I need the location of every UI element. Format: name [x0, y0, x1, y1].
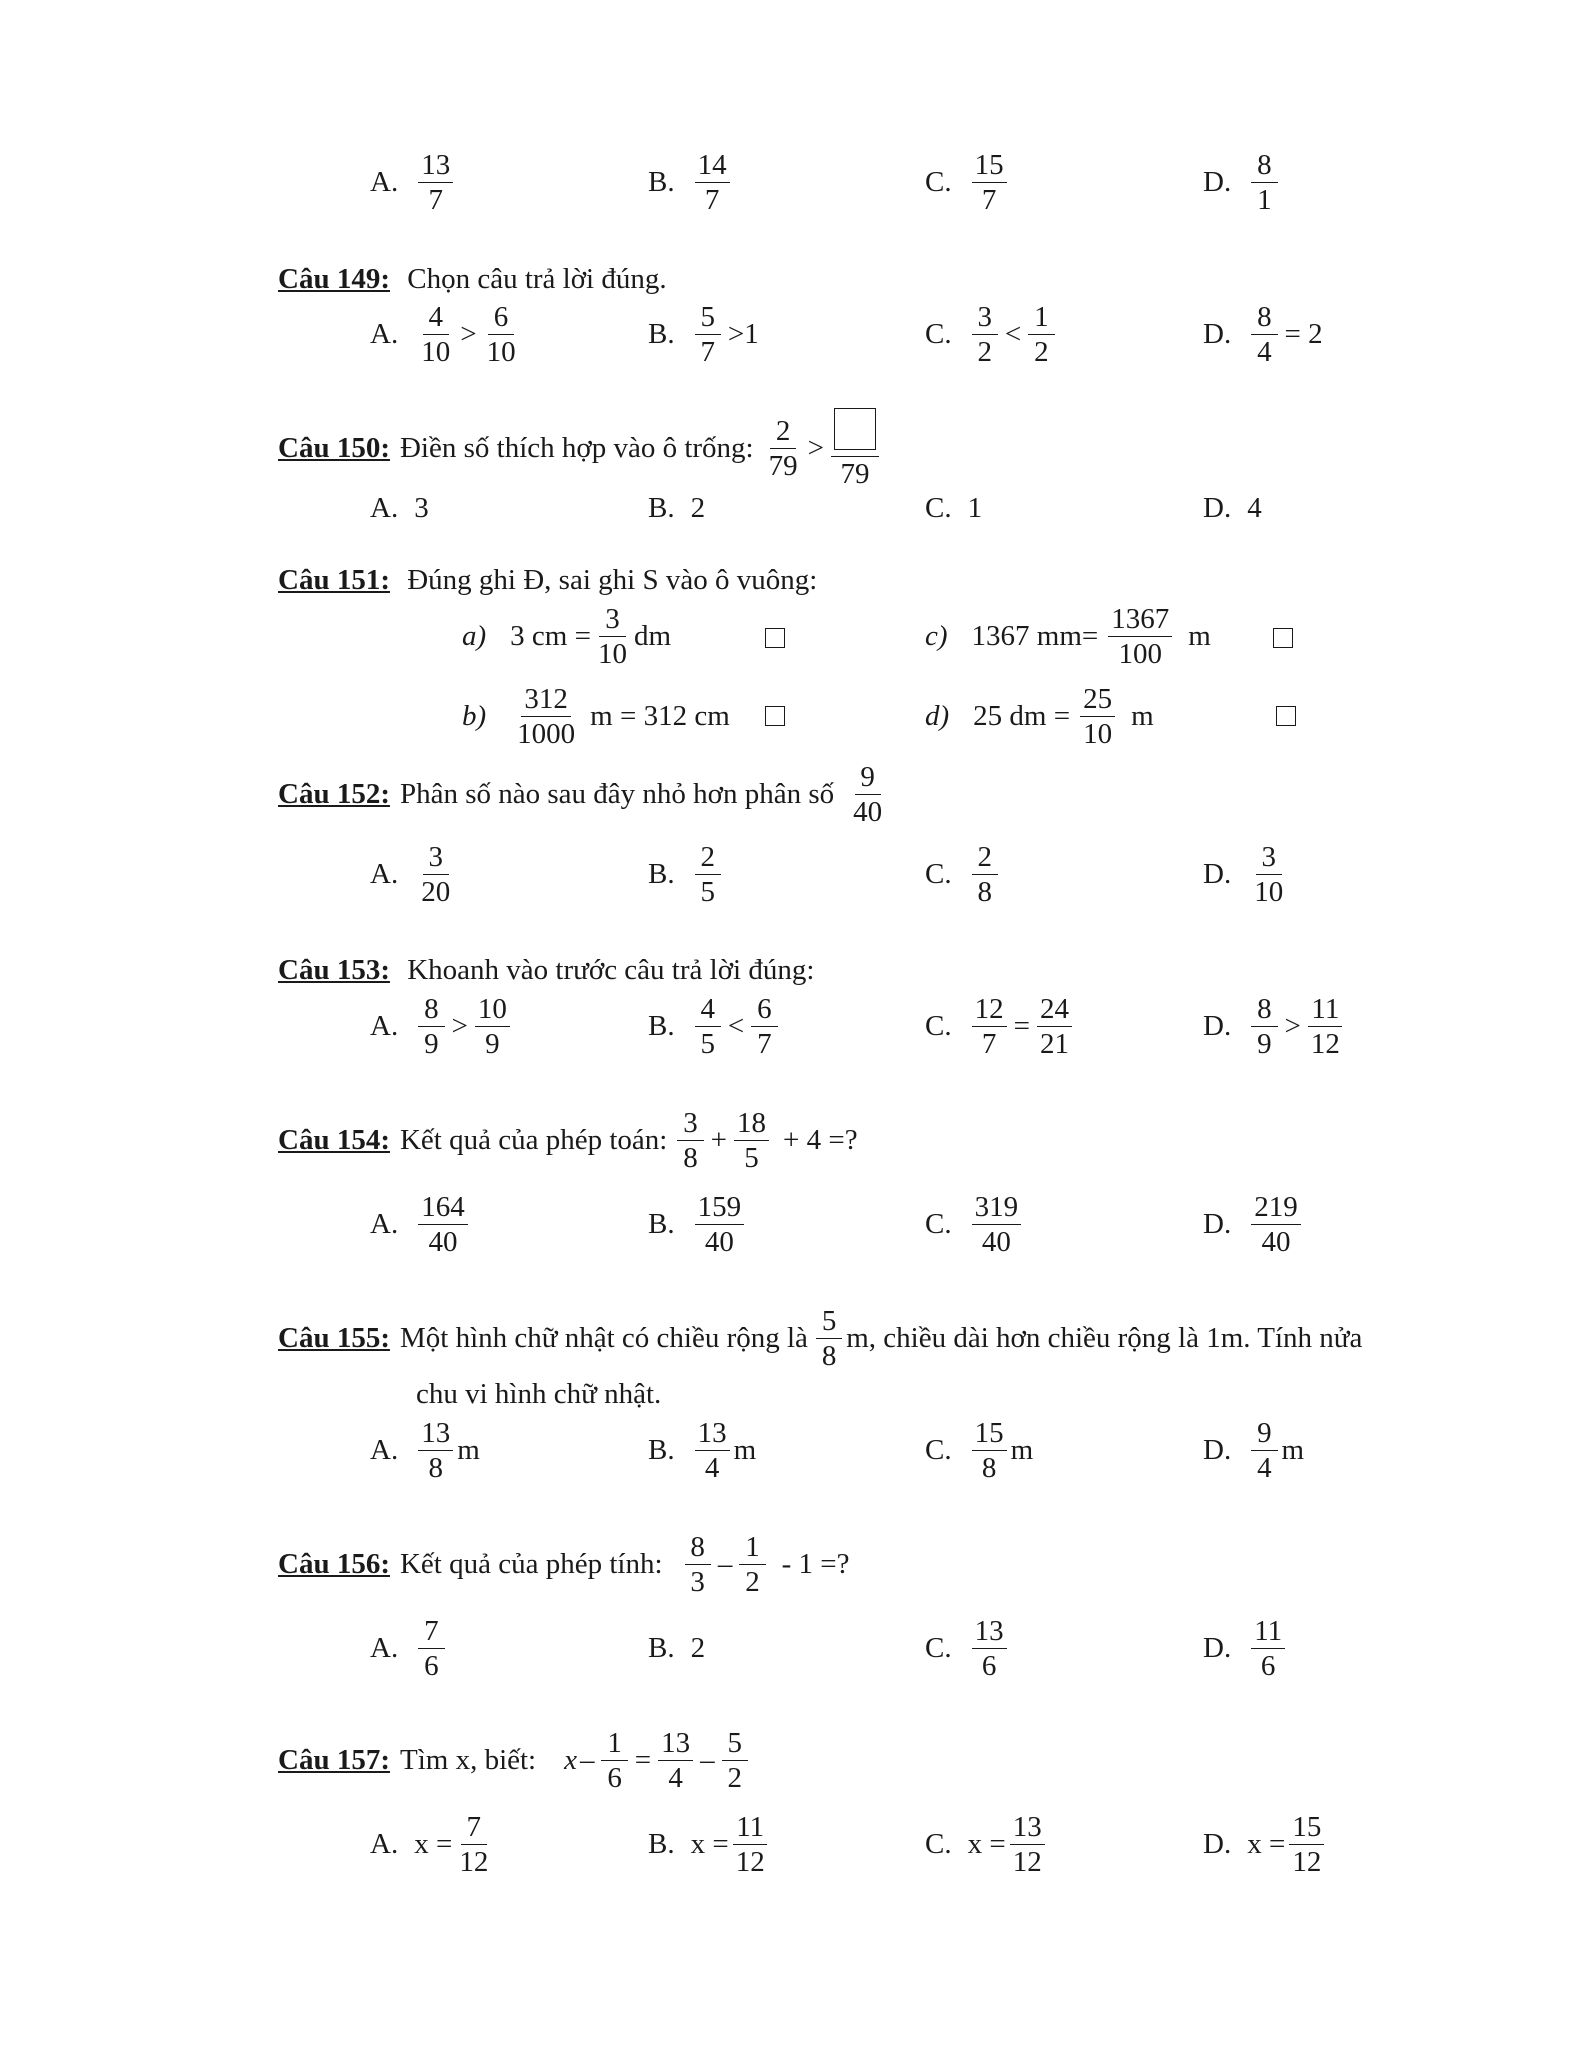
item-unit: dm	[633, 620, 672, 653]
fraction: $\frac{13}{8}$	[418, 1418, 453, 1484]
option-letter: B.	[648, 1828, 675, 1861]
operator: >1	[727, 318, 759, 351]
option-letter: D.	[1203, 1434, 1232, 1467]
fraction: $\frac{8}{9}$	[418, 994, 444, 1060]
option-letter: A.	[370, 1434, 399, 1467]
q157-option-c[interactable]	[925, 1812, 1049, 1878]
question-label: Câu 157:	[278, 1744, 390, 1777]
option-letter: D.	[1203, 1010, 1232, 1043]
item-text: 3 cm =	[510, 620, 591, 653]
question-text: Phân số nào sau đây nhỏ hơn phân số	[399, 778, 835, 811]
fraction: $\frac{8}{1}$	[1251, 150, 1277, 216]
question-text: Chọn câu trả lời đúng.	[407, 263, 667, 295]
q153-stem	[278, 954, 814, 987]
question-text: Kết quả của phép toán:	[399, 1124, 668, 1157]
fraction: $\frac{10}{9}$	[475, 994, 510, 1060]
fraction: $\frac{11}{12}$	[1308, 994, 1343, 1060]
q153-option-b[interactable]	[648, 994, 782, 1060]
operator: –	[717, 1548, 733, 1581]
item-key: b)	[462, 700, 487, 733]
option-letter: B.	[648, 492, 675, 524]
q155-stem-line2	[416, 1378, 661, 1411]
question-label: Câu 153:	[278, 954, 390, 986]
operator: <	[727, 1010, 745, 1043]
question-text: m, chiều dài hơn chiều rộng là 1m. Tính nửa	[846, 1322, 1363, 1355]
fraction: $\frac{3}{10}$	[597, 603, 627, 671]
fraction: $\frac{7}{12}$	[459, 1811, 489, 1879]
option-letter: C.	[925, 1434, 952, 1467]
fraction: $\frac{4}{5}$	[695, 994, 721, 1060]
unit: m	[1010, 1434, 1034, 1467]
fraction: $\frac{5}{2}$	[722, 1728, 748, 1794]
fraction: $\frac{2}{8}$	[972, 842, 998, 908]
fraction: $\frac{164}{40}$	[418, 1192, 468, 1258]
q152-option-b[interactable]	[648, 842, 725, 908]
q155-option-c[interactable]	[925, 1418, 1033, 1484]
q154-stem	[278, 1108, 858, 1174]
q152-option-a[interactable]	[370, 842, 457, 908]
option-letter: A.	[370, 1010, 399, 1043]
option-letter: B.	[648, 858, 675, 891]
option-letter: C.	[925, 1828, 952, 1861]
option-letter: A.	[370, 1632, 399, 1665]
fraction: $\frac{8}{3}$	[685, 1532, 711, 1598]
q157-stem	[278, 1728, 752, 1794]
fraction: $\frac{25}{10}$	[1080, 684, 1115, 750]
option-value: 1	[967, 492, 983, 524]
option-letter: A.	[370, 318, 399, 351]
item-unit: m	[1131, 700, 1154, 733]
fraction: $\frac{13}{4}$	[695, 1418, 730, 1484]
unit: m	[1281, 1434, 1305, 1467]
item-text: m = 312 cm	[590, 700, 730, 733]
checkbox-a[interactable]	[765, 628, 785, 648]
q154-option-b[interactable]	[648, 1192, 748, 1258]
q149-option-c[interactable]	[925, 302, 1059, 368]
fraction: $\frac{5}{7}$	[695, 302, 721, 368]
item-text: 1367 mm=	[971, 620, 1099, 653]
option-value: 4	[1247, 492, 1262, 524]
fraction: $\frac{6}{10}$	[486, 301, 516, 369]
q155-option-a[interactable]	[370, 1418, 480, 1484]
question-text: Một hình chữ nhật có chiều rộng là	[399, 1322, 808, 1355]
answer-blank-box[interactable]	[834, 408, 876, 450]
operator: = 2	[1284, 318, 1323, 351]
option-prefix: x =	[967, 1828, 1006, 1861]
checkbox-d[interactable]	[1276, 706, 1296, 726]
fraction: $\frac{159}{40}$	[695, 1192, 745, 1258]
fraction: $\frac{13}{12}$	[1010, 1812, 1045, 1878]
q156-stem	[278, 1532, 850, 1598]
question-label: Câu 150:	[278, 432, 390, 465]
fraction: $\frac{18}{5}$	[734, 1108, 769, 1174]
q150-option-b[interactable]	[648, 492, 705, 525]
operator: –	[700, 1744, 715, 1777]
question-text: Kết quả của phép tính:	[399, 1548, 663, 1581]
option-letter: C.	[925, 492, 952, 524]
item-key: a)	[462, 620, 487, 653]
fraction: $\frac{9}{4}$	[1251, 1418, 1277, 1484]
option-letter: D.	[1203, 858, 1232, 891]
option-value: 2	[690, 492, 706, 524]
q149-option-d[interactable]	[1203, 302, 1326, 368]
option-letter: C.	[925, 166, 952, 199]
option-value: 3	[414, 492, 429, 524]
q150-option-d[interactable]	[1203, 492, 1262, 525]
q150-option-c[interactable]	[925, 492, 982, 525]
q154-option-c[interactable]	[925, 1192, 1025, 1258]
option-letter: C.	[925, 1010, 952, 1043]
option-letter: D.	[1203, 1828, 1232, 1861]
q155-stem	[278, 1306, 1362, 1372]
operator: <	[1004, 318, 1022, 351]
operator: =	[1013, 1010, 1030, 1043]
fraction: $\frac{4}{10}$	[421, 301, 451, 369]
q155-option-d[interactable]	[1203, 1418, 1304, 1484]
option-letter: D.	[1203, 492, 1232, 524]
q150-option-a[interactable]	[370, 492, 429, 525]
fraction: $\frac{13}{7}$	[418, 150, 453, 216]
option-letter: C.	[925, 1208, 952, 1241]
unit: m	[733, 1434, 757, 1467]
option-letter: D.	[1203, 1208, 1232, 1241]
fraction: $\frac{5}{8}$	[816, 1306, 842, 1372]
question-label: Câu 156:	[278, 1548, 390, 1581]
q151-item-c	[925, 604, 1211, 670]
q156-option-d[interactable]	[1203, 1616, 1289, 1682]
option-prefix: x =	[690, 1828, 729, 1861]
fraction: $\frac{2}{5}$	[695, 842, 721, 908]
q151-stem	[278, 564, 817, 597]
fraction: $\frac{9}{40}$	[853, 761, 883, 829]
operator: –	[579, 1744, 595, 1777]
q148-option-b[interactable]	[648, 150, 734, 216]
q149-option-b[interactable]	[648, 302, 762, 368]
option-letter: B.	[648, 318, 675, 351]
fraction: $\frac{1}{6}$	[601, 1728, 627, 1794]
fraction: $\frac{8}{4}$	[1251, 302, 1277, 368]
option-value: 2	[690, 1632, 706, 1664]
q154-option-a[interactable]	[370, 1192, 472, 1258]
item-key: d)	[925, 700, 950, 733]
q151-item-a	[462, 604, 671, 670]
fraction: $\frac{7}{6}$	[418, 1616, 444, 1682]
fraction: $\frac{2}{79}$	[768, 415, 798, 483]
fraction: $\frac{1367}{100}$	[1108, 604, 1172, 670]
operator: +	[710, 1124, 727, 1157]
option-letter: B.	[648, 1208, 675, 1241]
option-prefix: x =	[414, 1828, 453, 1861]
fraction: $\frac{8}{9}$	[1251, 994, 1277, 1060]
q148-option-a[interactable]	[370, 150, 457, 216]
option-letter: D.	[1203, 166, 1232, 199]
q156-option-a[interactable]	[370, 1616, 449, 1682]
fraction: $\frac{1}{2}$	[739, 1532, 765, 1598]
fraction: $\frac{319}{40}$	[972, 1192, 1022, 1258]
checkbox-c[interactable]	[1273, 628, 1293, 648]
q151-item-b	[462, 684, 730, 750]
option-letter: C.	[925, 1632, 952, 1665]
option-letter: B.	[648, 1010, 675, 1043]
option-prefix: x =	[1247, 1828, 1286, 1861]
question-text: Tìm x, biết:	[399, 1744, 537, 1777]
fraction: $\frac{11}{6}$	[1251, 1616, 1285, 1682]
option-letter: D.	[1203, 1632, 1232, 1665]
q149-option-a[interactable]	[370, 302, 523, 368]
q151-item-d	[925, 684, 1154, 750]
q156-option-b[interactable]	[648, 1632, 705, 1665]
option-letter: B.	[648, 1434, 675, 1467]
q148-option-d[interactable]	[1203, 150, 1282, 216]
operator: >	[807, 432, 824, 465]
q153-option-a[interactable]	[370, 994, 514, 1060]
fraction: $\frac{24}{21}$	[1037, 994, 1072, 1060]
question-text: Khoanh vào trước câu trả lời đúng:	[407, 954, 815, 986]
fraction: $\frac{15}{7}$	[972, 150, 1007, 216]
operator: >	[451, 1010, 468, 1043]
question-text: chu vi hình chữ nhật.	[416, 1378, 662, 1410]
q150-stem	[278, 408, 883, 490]
q153-option-d[interactable]	[1203, 994, 1347, 1060]
expression-rest: - 1 =?	[781, 1548, 850, 1581]
fraction: $\frac{13}{6}$	[972, 1616, 1007, 1682]
operator: =	[634, 1744, 652, 1777]
q156-option-c[interactable]	[925, 1616, 1011, 1682]
operator: >	[460, 318, 477, 351]
fraction: $\frac{3}{2}$	[972, 302, 998, 368]
fraction: $\frac{11}{12}$	[733, 1812, 768, 1878]
q148-option-c[interactable]	[925, 150, 1011, 216]
unit: m	[457, 1434, 480, 1467]
variable: x	[564, 1744, 577, 1777]
fraction: $\frac{12}{7}$	[972, 994, 1007, 1060]
question-text: Điền số thích hợp vào ô trống:	[399, 432, 754, 465]
checkbox-b[interactable]	[765, 706, 785, 726]
item-key: c)	[925, 620, 948, 653]
operator: >	[1284, 1010, 1301, 1043]
question-label: Câu 151:	[278, 564, 390, 596]
item-text: 25 dm =	[973, 700, 1071, 733]
q153-option-c[interactable]	[925, 994, 1076, 1060]
fraction-with-blank: 79	[831, 408, 879, 490]
fraction: $\frac{219}{40}$	[1251, 1192, 1301, 1258]
option-letter: C.	[925, 858, 952, 891]
fraction: $\frac{3}{10}$	[1254, 841, 1284, 909]
q157-option-b[interactable]	[648, 1812, 772, 1878]
option-letter: B.	[648, 1632, 675, 1664]
option-letter: C.	[925, 318, 952, 351]
q152-option-d[interactable]	[1203, 842, 1290, 908]
q154-option-d[interactable]	[1203, 1192, 1305, 1258]
fraction: $\frac{6}{7}$	[751, 994, 777, 1060]
option-letter: A.	[370, 492, 399, 524]
question-label: Câu 152:	[278, 778, 390, 811]
q157-option-d[interactable]	[1203, 1812, 1328, 1878]
option-letter: A.	[370, 1828, 399, 1861]
fraction: $\frac{1}{2}$	[1028, 302, 1054, 368]
q152-option-c[interactable]	[925, 842, 1002, 908]
q149-stem	[278, 263, 667, 296]
option-letter: A.	[370, 858, 399, 891]
expression-rest: + 4 =?	[782, 1124, 858, 1157]
question-label: Câu 155:	[278, 1322, 390, 1355]
fraction: $\frac{3}{20}$	[421, 841, 451, 909]
option-letter: D.	[1203, 318, 1232, 351]
question-label: Câu 154:	[278, 1124, 390, 1157]
item-unit: m	[1188, 620, 1211, 653]
question-text: Đúng ghi Đ, sai ghi S vào ô vuông:	[407, 564, 818, 596]
fraction: $\frac{14}{7}$	[695, 150, 730, 216]
question-label: Câu 149:	[278, 263, 390, 295]
option-letter: B.	[648, 166, 675, 199]
fraction: $\frac{312}{1000}$	[517, 683, 576, 751]
fraction: $\frac{15}{8}$	[972, 1418, 1007, 1484]
option-letter: A.	[370, 166, 399, 199]
fraction: $\frac{3}{8}$	[677, 1108, 703, 1174]
fraction: $\frac{15}{12}$	[1289, 1812, 1324, 1878]
option-letter: A.	[370, 1208, 399, 1241]
q152-stem	[278, 762, 889, 828]
q155-option-b[interactable]	[648, 1418, 756, 1484]
q157-option-a[interactable]	[370, 1812, 495, 1878]
fraction: $\frac{13}{4}$	[658, 1728, 693, 1794]
